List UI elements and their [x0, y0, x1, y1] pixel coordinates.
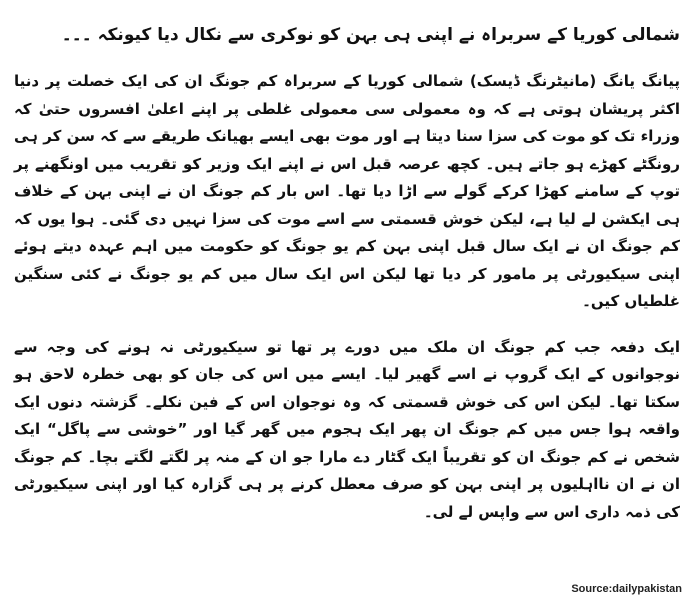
article: [14, 22, 680, 544]
paragraph-2: ایک دفعہ جب کم جونگ ان ملک میں دورے پر تھا تو سیکیورٹی نہ ہونے کی وجہ سے نوجوانوں کے ایک گروپ نے اسے گھیر لیا۔ ایسے میں اس کی جان کو بھی خطرہ لاحق ہو سکتا تھا۔ لیکن اس کی خوش قسمتی کہ وہ نوجوان اس کے فین نکلے۔ گزشتہ دنوں ایک واقعہ ہوا جس میں کم جونگ ان پھر ایک ہجوم میں گھر گیا اور ”خوشی سے پاگل“ ایک شخص نے کم جونگ ان کو تقریباً ایک گٹار دے مارا جو ان کے منہ پر لگتے لگتے بچا۔ کم جونگ ان نے ان نااہلیوں پر اپنی بہن کو صرف معطل کرنے پر ہی گزارہ کیا اور اپنی سیکیورٹی کی ذمہ داری اس سے واپس لے لی۔: [14, 337, 680, 521]
headline: شمالی کوریا کے سربراہ نے اپنی ہی بہن کو نوکری سے نکال دیا کیونکہ ۔۔۔: [61, 25, 680, 45]
source-credit: Source:dailypakistan: [571, 583, 682, 595]
paragraph-1: پیانگ یانگ (مانیٹرنگ ڈیسک) شمالی کوریا کے سربراہ کم جونگ ان کی ایک خصلت پر دنیا اکثر پریشان ہوتی ہے کہ وہ معمولی سی معمولی غلطی پر اپنے اعلیٰ افسروں حتیٰ کہ وزراء تک کو موت کی سزا سنا دیتا ہے اور موت بھی ایسے بھیانک طریقے سے کہ سن کر ہی رونگٹے کھڑے ہو جاتے ہیں۔ کچھ عرصہ قبل اس نے اپنے ایک وزیر کو تقریب میں اونگھنے پر توپ کے سامنے کھڑا کرکے گولے سے اڑا دیا تھا۔ اس بار کم جونگ ان نے اپنی بہن کے خلاف ہی ایکشن لے لیا ہے، لیکن خوش قسمتی سے اسے موت کی سزا نہیں دی گئی۔ ہوا یوں کہ کم جونگ ان نے ایک سال قبل اپنی بہن کم یو جونگ کو حکومت میں اہم عہدہ دیتے ہوئے اپنی سیکیورٹی پر مامور کر دیا تھا لیکن اس ایک سال میں کم یو جونگ نے کئی سنگین غلطیاں کیں۔: [14, 72, 680, 310]
